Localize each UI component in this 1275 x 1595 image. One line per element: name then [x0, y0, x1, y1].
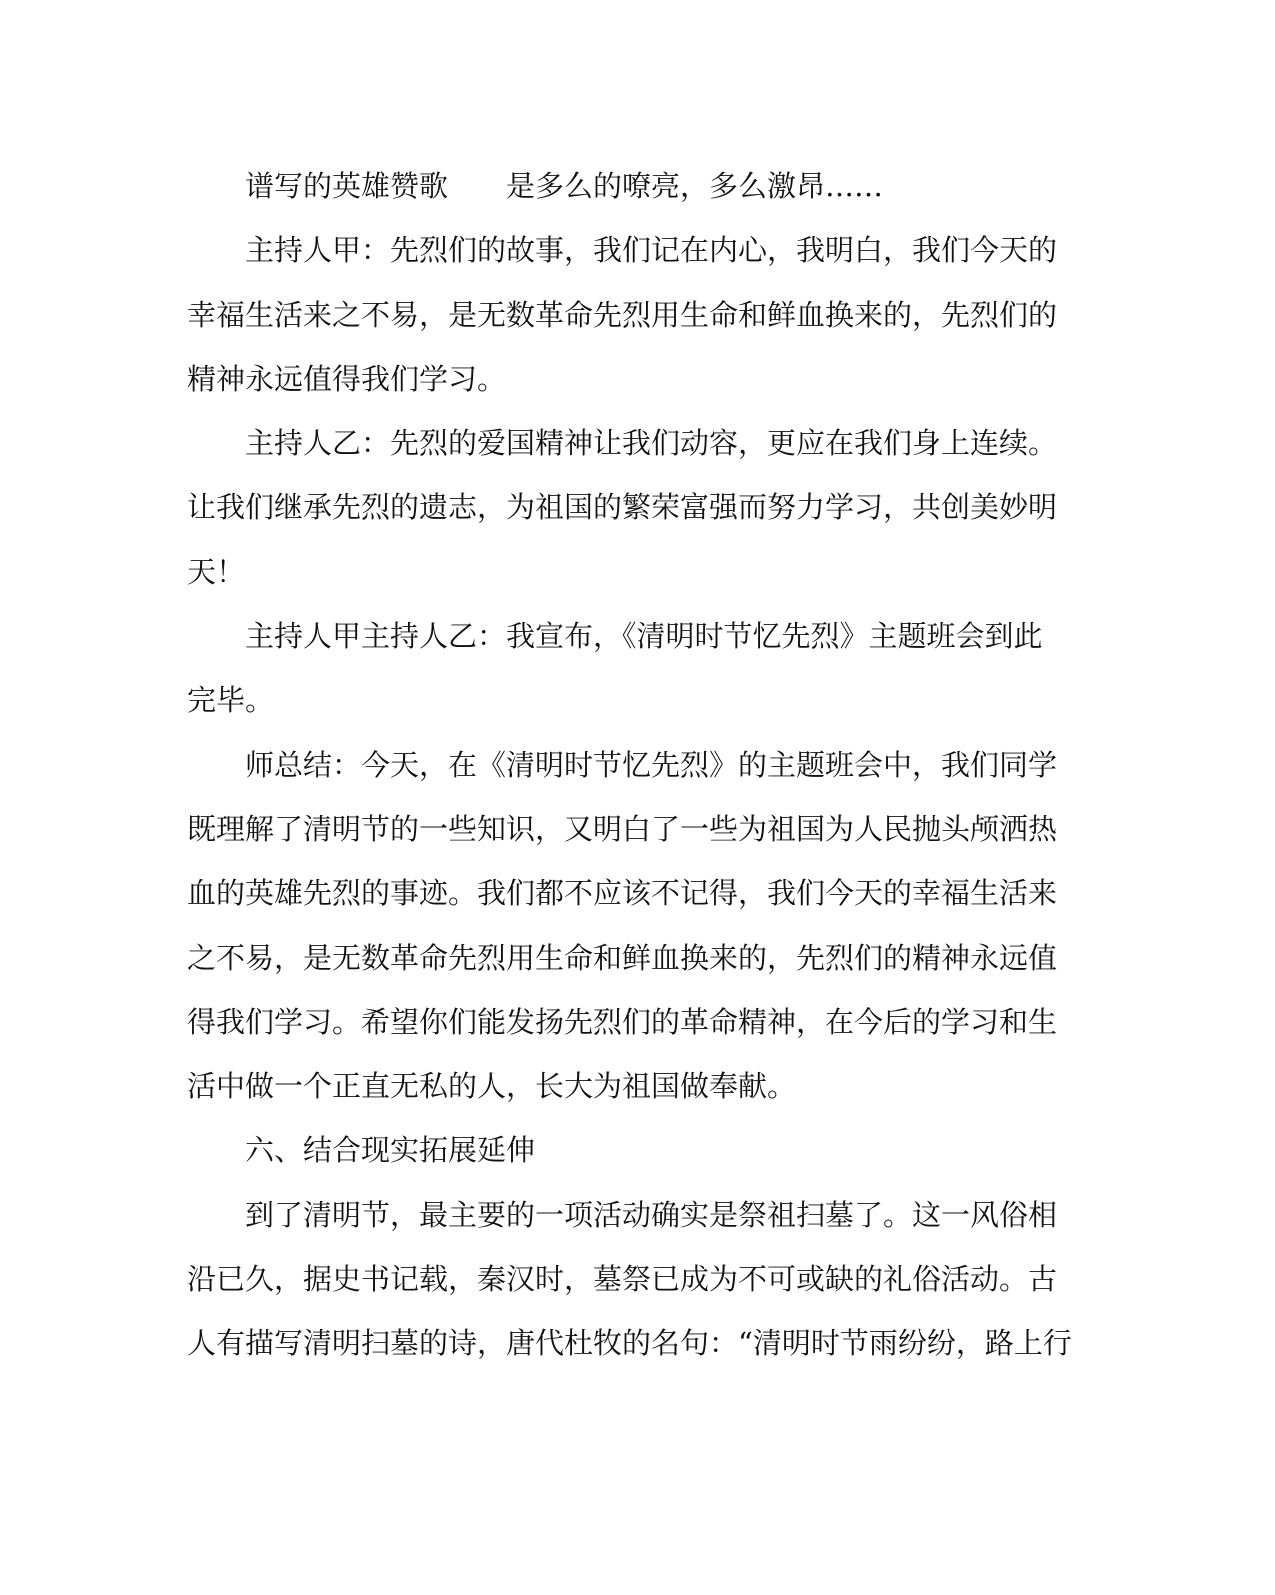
paragraph-line: 天！ — [187, 554, 246, 589]
paragraph-line: 主持人乙：先烈的爱国精神让我们动容，更应在我们身上连续。 — [245, 426, 1058, 461]
text-line — [187, 154, 1059, 218]
paragraph-line: 到了清明节，最主要的一项活动确实是祭祖扫墓了。这一风俗相 — [245, 1197, 1058, 1232]
paragraph-line: 幸福生活来之不易，是无数革命先烈用生命和鲜血换来的，先烈们的 — [187, 297, 1058, 332]
paragraph-line: 人有描写清明扫墓的诗，唐代杜牧的名句：“清明时节雨纷纷，路上行 — [187, 1326, 1072, 1361]
paragraph-line: 得我们学习。希望你们能发扬先烈们的革命精神，在今后的学习和生 — [187, 1004, 1058, 1039]
paragraph-line: 师总结：今天，在《清明时节忆先烈》的主题班会中，我们同学 — [245, 747, 1058, 782]
paragraph-line: 活中做一个正直无私的人，长大为祖国做奉献。 — [187, 1069, 797, 1104]
paragraph-line: 沿已久，据史书记载，秦汉时，墓祭已成为不可或缺的礼俗活动。古 — [187, 1262, 1058, 1297]
text-segment: 是多么的嘹亮，多么激昂…… — [506, 169, 884, 203]
paragraph-line: 让我们继承先烈的遗志，为祖国的繁荣富强而努力学习，共创美妙明 — [187, 490, 1058, 525]
paragraph-line: 精神永远值得我们学习。 — [187, 361, 507, 396]
paragraph-line: 完毕。 — [187, 683, 275, 718]
paragraph-line: 之不易，是无数革命先烈用生命和鲜血换来的，先烈们的精神永远值 — [187, 940, 1058, 975]
paragraph-line: 血的英雄先烈的事迹。我们都不应该不记得，我们今天的幸福生活来 — [187, 876, 1058, 911]
text-segment: 谱写的英雄赞歌 — [245, 169, 449, 203]
paragraph-line: 主持人甲：先烈们的故事，我们记在内心，我明白，我们今天的 — [245, 233, 1058, 268]
document-body — [187, 154, 1072, 1376]
paragraph-line: 主持人甲主持人乙：我宣布，《清明时节忆先烈》主题班会到此 — [245, 619, 1043, 654]
paragraph-line: 既理解了清明节的一些知识，又明白了一些为祖国为人民抛头颅洒热 — [187, 811, 1058, 846]
section-heading: 六、结合现实拓展延伸 — [245, 1133, 536, 1168]
